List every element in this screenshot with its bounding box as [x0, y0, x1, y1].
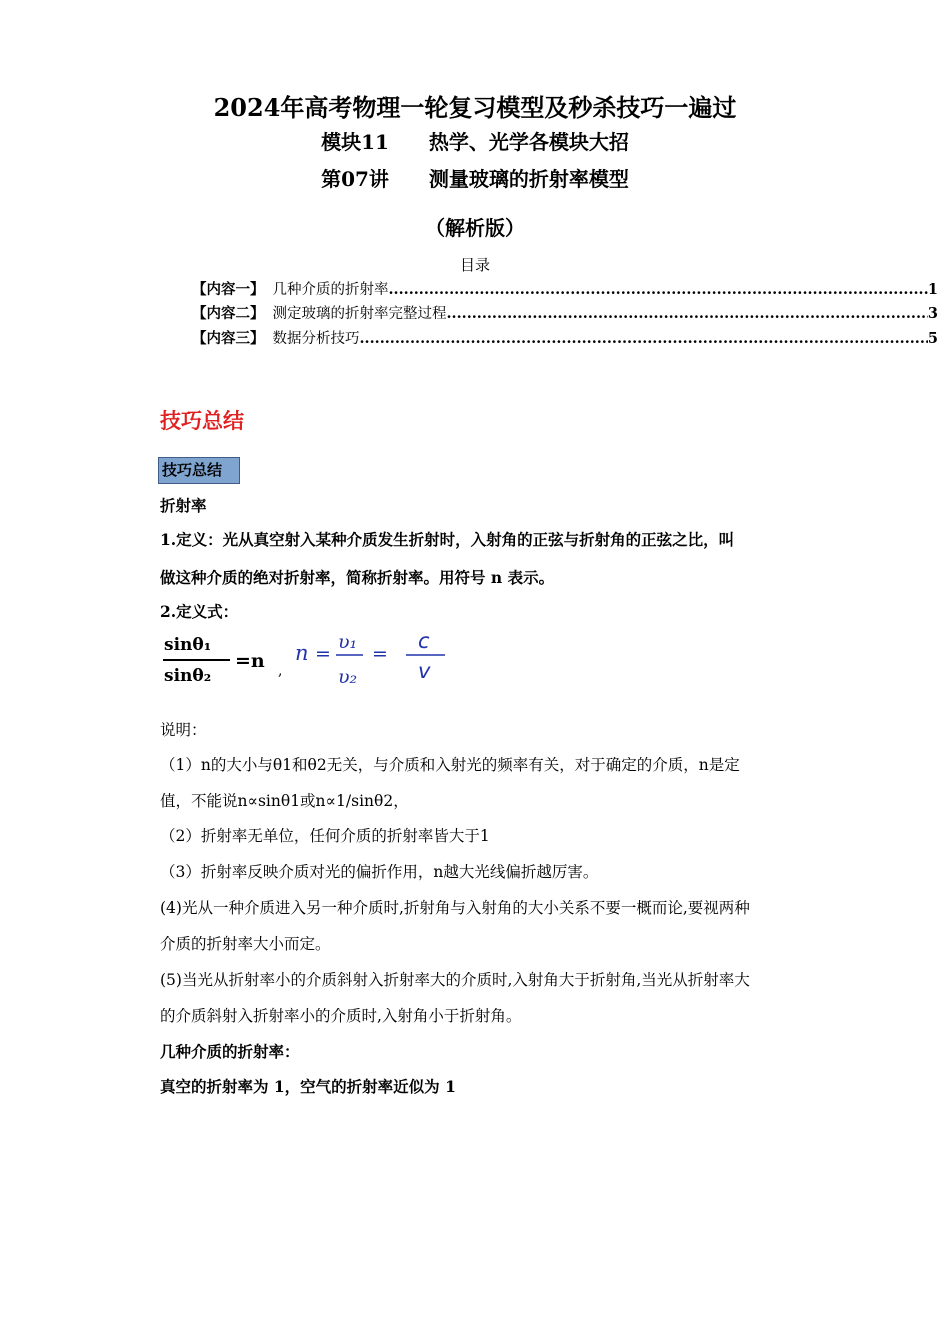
edition-label: （解析版）	[425, 216, 525, 240]
toc-item-text: 几种介质的折射率	[272, 282, 389, 298]
subhead-refractive-index: 折射率	[160, 496, 207, 515]
formula-v1: υ₁	[338, 631, 358, 653]
definition-line-1: 1.定义：光从真空射入某种介质发生折射时，入射角的正弦与折射角的正弦之比，叫	[160, 530, 735, 549]
note-line: 值，不能说n∝sinθ1或n∝1/sinθ2，	[160, 792, 409, 810]
toc-leader	[360, 330, 928, 347]
toc-label: 目录	[459, 256, 490, 274]
formula-equals-1: =	[315, 643, 331, 665]
note-line: （1）n的大小与θ1和θ2无关，与介质和入射光的频率有关，对于确定的介质，n是定	[160, 756, 740, 774]
formula-comma: ,	[278, 663, 283, 679]
formula-sin2: sinθ₂	[164, 666, 212, 686]
section-heading: 技巧总结	[160, 408, 244, 433]
formula-eq-n: =n	[235, 650, 265, 672]
formula-v: v	[418, 659, 431, 683]
toc-item-tag: 【内容一】	[192, 281, 265, 298]
note-line: (5)当光从折射率小的介质斜射入折射率大的介质时,入射角大于折射角,当光从折射率大	[160, 971, 750, 989]
toc-item-text: 数据分析技巧	[272, 331, 360, 347]
media-line: 真空的折射率为 1，空气的折射率近似为 1	[160, 1077, 456, 1096]
toc-item-tag: 【内容三】	[192, 330, 265, 347]
definition-line-2: 做这种介质的绝对折射率，简称折射率。用符号 n 表示。	[160, 568, 555, 587]
toc-item-page: 3	[927, 305, 938, 322]
section-tag: 技巧总结	[158, 457, 240, 484]
module-subtitle: 模块11 热学、光学各模块大招	[321, 130, 629, 154]
definition-formula-label: 2.定义式：	[160, 602, 239, 621]
note-line: （2）折射率无单位，任何介质的折射率皆大于1	[160, 827, 490, 845]
note-line: （3）折射率反映介质对光的偏折作用，n越大光线偏折越厉害。	[160, 863, 599, 881]
formula-sin1: sinθ₁	[164, 635, 212, 655]
toc-item[interactable]	[192, 278, 938, 299]
note-line: 介质的折射率大小而定。	[160, 935, 331, 953]
toc-item-page: 5	[927, 330, 938, 347]
formula-c: c	[418, 629, 430, 653]
toc-leader	[447, 305, 928, 322]
toc-item-tag: 【内容二】	[192, 305, 265, 322]
lecture-subtitle: 第07讲 测量玻璃的折射率模型	[321, 167, 629, 191]
formula-n: n	[295, 641, 309, 665]
formula-equals-2: =	[372, 643, 388, 665]
toc-item-page: 1	[927, 281, 938, 298]
note-line: 的介质斜射入折射率小的介质时,入射角小于折射角。	[160, 1007, 522, 1025]
document-title: 2024年高考物理一轮复习模型及秒杀技巧一遍过	[213, 93, 737, 122]
media-heading: 几种介质的折射率：	[160, 1042, 300, 1061]
toc-item[interactable]	[192, 327, 938, 348]
formula-v2: υ₂	[338, 666, 358, 688]
refractive-index-formula	[160, 628, 460, 694]
note-line: (4)光从一种介质进入另一种介质时,折射角与入射角的大小关系不要一概而论,要视两种	[160, 899, 750, 917]
toc-item-text: 测定玻璃的折射率完整过程	[272, 306, 447, 322]
toc-leader	[389, 281, 928, 298]
toc-item[interactable]	[192, 302, 938, 323]
note-label: 说明：	[160, 721, 207, 739]
